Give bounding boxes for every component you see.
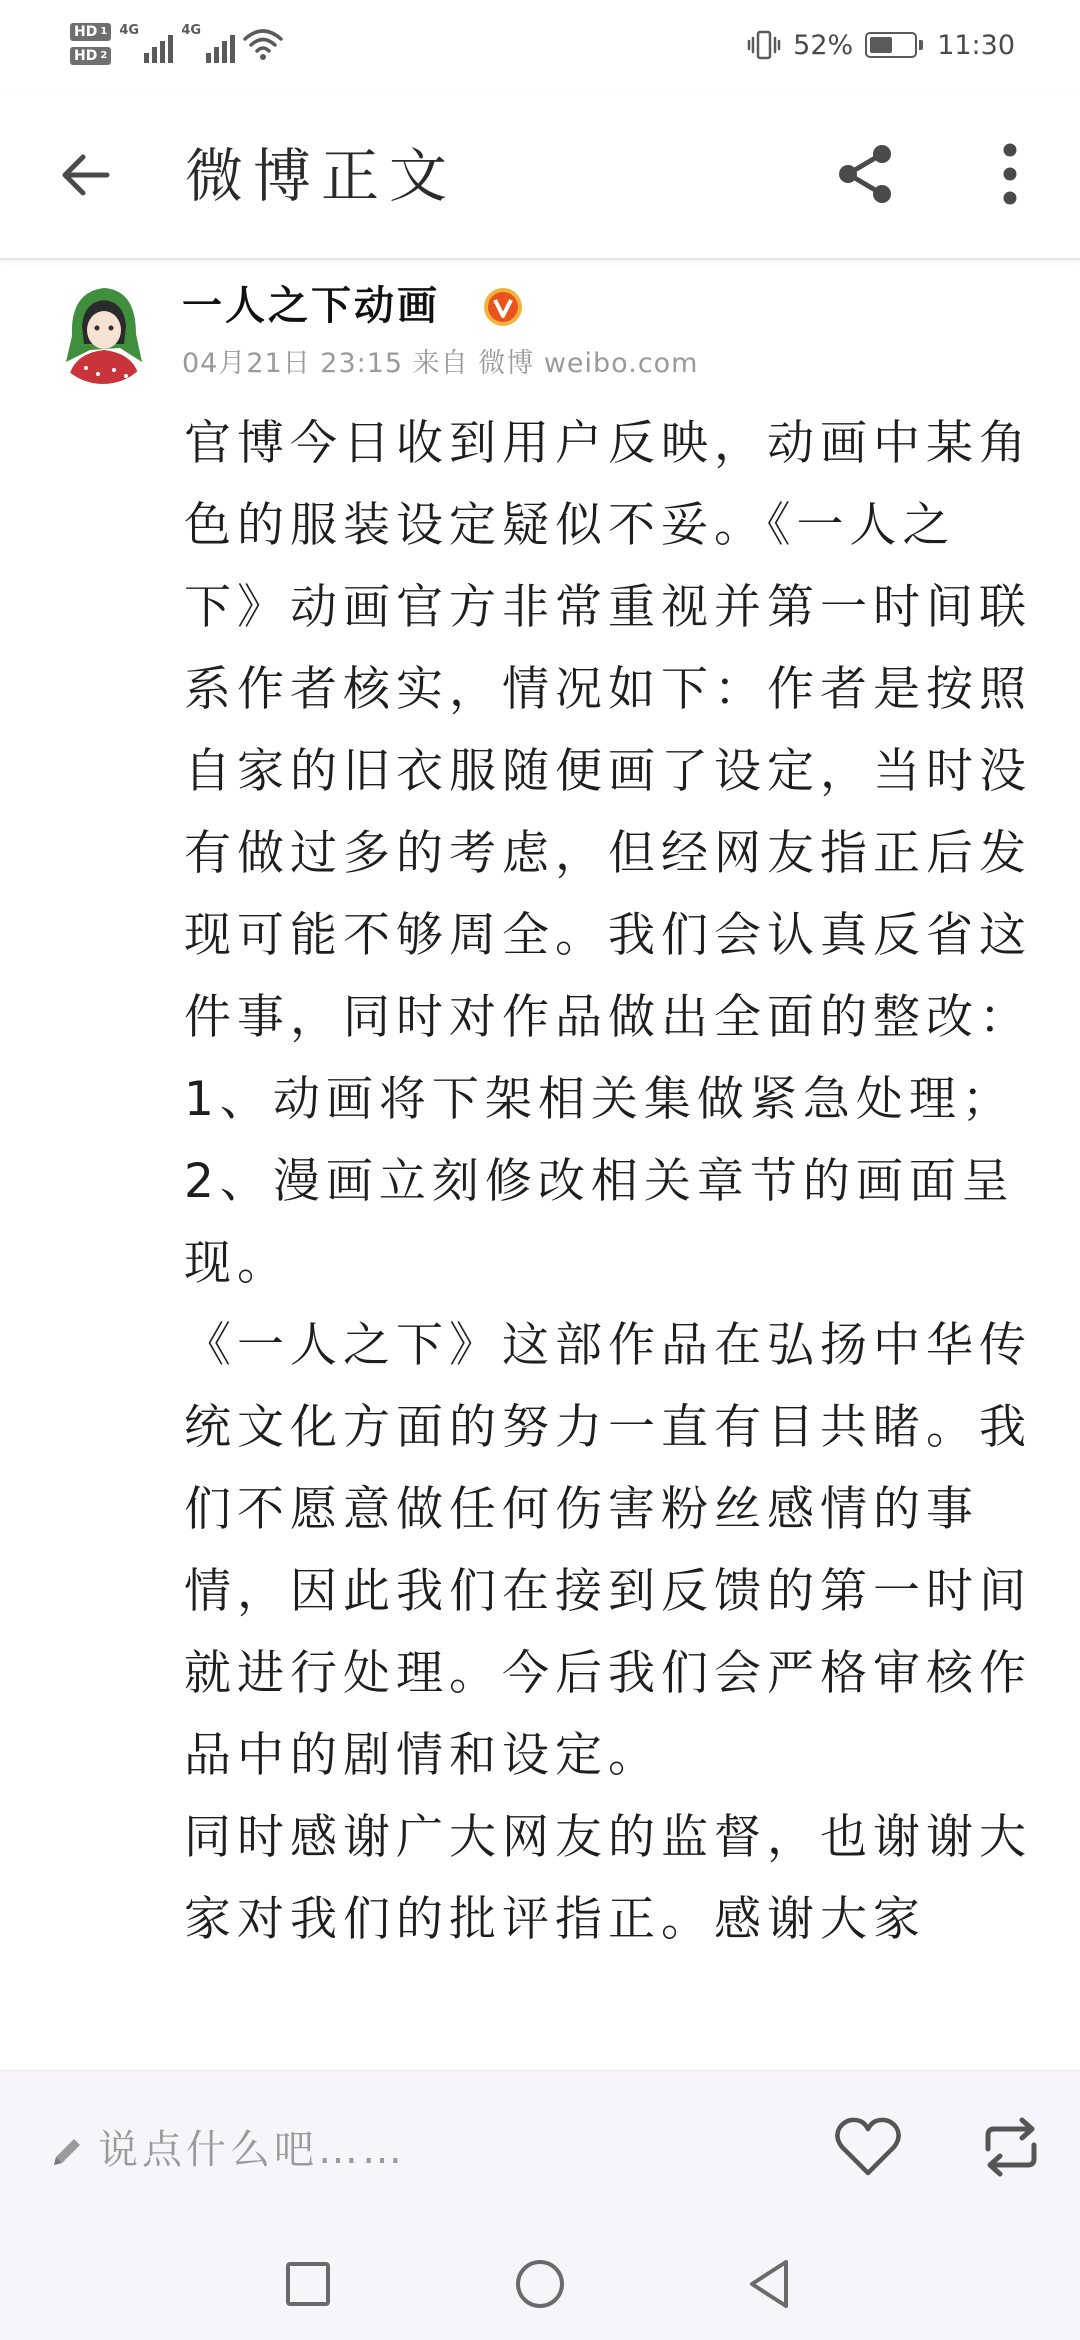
- back-button[interactable]: [50, 140, 120, 210]
- network2-label: 4G: [181, 23, 202, 38]
- avatar-image: [50, 278, 156, 384]
- comment-bar: [0, 2070, 1080, 2231]
- share-button[interactable]: [830, 138, 902, 210]
- heart-icon: [832, 2111, 904, 2183]
- status-bar: [0, 0, 1080, 90]
- home-icon: [510, 2254, 570, 2314]
- post-meta: 04月21日 23:15 来自 微博 weibo.com: [182, 348, 699, 379]
- share-icon: [830, 138, 902, 210]
- sim2-index: 2: [100, 50, 108, 61]
- vibrate-icon: [747, 28, 781, 62]
- more-button[interactable]: [975, 138, 1045, 210]
- post-paragraph: 2、漫画立刻修改相关章节的画面呈现。: [184, 1154, 1015, 1291]
- status-right: [747, 22, 1015, 68]
- repost-icon: [978, 2111, 1044, 2183]
- recent-apps-icon: [278, 2254, 338, 2314]
- sim1-badge: [70, 23, 111, 41]
- sim2-badge: [70, 47, 111, 65]
- more-vertical-icon: [975, 138, 1045, 210]
- repost-button[interactable]: [978, 2111, 1044, 2183]
- signal-icon: [119, 23, 173, 65]
- wifi-icon: [243, 27, 283, 61]
- sim-indicators: [70, 23, 111, 65]
- clock: 11:30: [937, 29, 1015, 61]
- signal-bars: [206, 35, 235, 63]
- sim2-label: HD: [74, 48, 98, 64]
- post-paragraph: 《一人之下》这部作品在弘扬中华传统文化方面的努力一直有目共睹。我们不愿意做任何伤害粉丝感情的事情，因此我们在接到反馈的第一时间就进行处理。今后我们会严格审核作品中的剧情和设定。: [184, 1318, 1032, 1783]
- verified-badge-icon: [482, 286, 524, 328]
- avatar[interactable]: [50, 278, 156, 384]
- app-header: [0, 90, 1080, 260]
- author-name[interactable]: 一人之下动画: [182, 283, 440, 329]
- post-paragraph: 官博今日收到用户反映，动画中某角色的服装设定疑似不妥。《一人之下》动画官方非常重视并第一时间联系作者核实，情况如下：作者是按照自家的旧衣服随便画了设定，当时没有做过多的考虑，但经网友指正后发现可能不够周全。我们会认真反省这件事，同时对作品做出全面的整改：: [184, 416, 1032, 1045]
- battery-fill: [870, 37, 891, 53]
- back-nav-button[interactable]: [740, 2254, 800, 2314]
- battery-percent: 52%: [793, 29, 854, 61]
- page-title: 微博正文: [185, 142, 458, 210]
- recent-apps-button[interactable]: [278, 2254, 338, 2314]
- post-paragraph: 1、动画将下架相关集做紧急处理；: [184, 1072, 1015, 1127]
- signal-icon: [181, 23, 235, 65]
- network1-label: 4G: [119, 23, 140, 38]
- back-triangle-icon: [740, 2254, 800, 2314]
- system-nav-bar: [0, 2230, 1080, 2340]
- home-button[interactable]: [510, 2254, 570, 2314]
- like-button[interactable]: [832, 2111, 904, 2183]
- pencil-icon: [48, 2133, 86, 2171]
- post-paragraph: 同时感谢广大网友的监督，也谢谢大家对我们的批评指正。感谢大家: [184, 1810, 1032, 1947]
- status-left: [70, 14, 283, 74]
- post-body: [184, 403, 1034, 1961]
- sim1-label: HD: [74, 24, 98, 40]
- signal-bars: [144, 35, 173, 63]
- sim1-index: 1: [100, 26, 108, 37]
- battery-icon: [865, 32, 917, 58]
- comment-input[interactable]: [98, 2117, 658, 2183]
- back-arrow-icon: [57, 147, 113, 203]
